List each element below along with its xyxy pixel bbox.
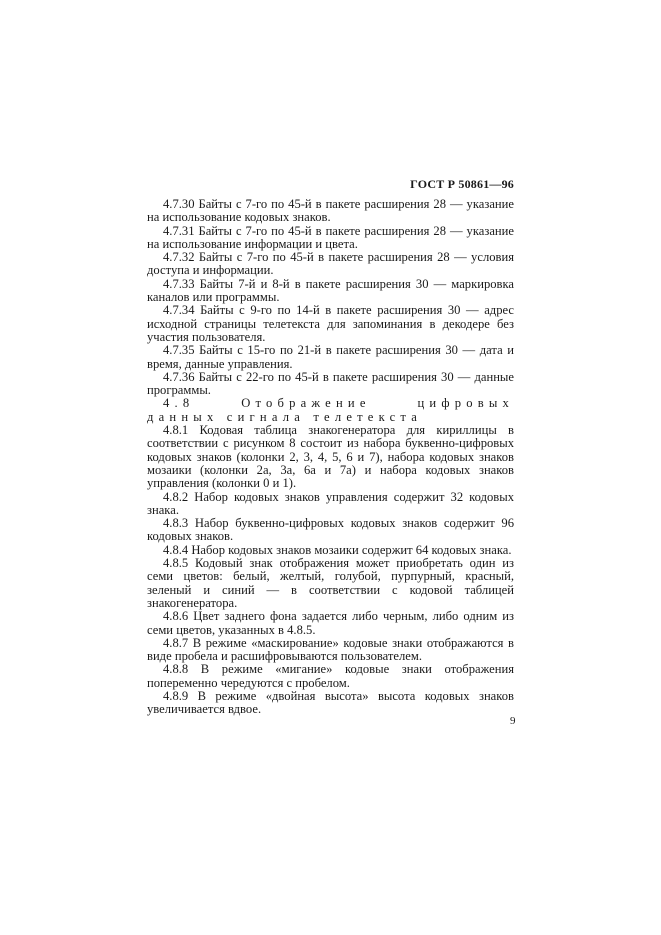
paragraph-4-8-5: 4.8.5 Кодовый знак отображения может приобретать один из семи цветов: белый, желтый, голубой, пурпурный, красный, зеленый и синий — в соответствии с кодовой таблицей знакогенератора. [147,556,514,610]
paragraph-4-8-3: 4.8.3 Набор буквенно-цифровых кодовых знаков содержит 96 кодовых знаков. [147,516,514,544]
document-body [147,198,514,717]
paragraph-4-7-32: 4.7.32 Байты с 7-го по 45-й в пакете расширения 28 — условия доступа и информации. [147,250,514,278]
paragraph-4-7-33: 4.7.33 Байты 7-й и 8-й в пакете расширения 30 — маркировка каналов или программы. [147,276,514,305]
paragraph-4-8-7: 4.8.7 В режиме «маскирование» кодовые знаки отображаются в виде пробела и расшифровываются пользователем. [147,635,514,664]
page-number: 9 [510,715,516,727]
paragraph-4-8-6: 4.8.6 Цвет заднего фона задается либо черным, либо одним из семи цветов, указанных в 4.8.5. [147,609,514,637]
paragraph-4-8-2: 4.8.2 Набор кодовых знаков управления содержит 32 кодовых знака. [147,489,514,517]
standard-header: ГОСТ Р 50861—96 [410,177,514,191]
paragraph-4-7-36: 4.7.36 Байты с 22-го по 45-й в пакете расширения 30 — данные программы. [147,369,514,398]
paragraph-4-7-31: 4.7.31 Байты с 7-го по 45-й в пакете расширения 28 — указание на использование информации и цвета. [147,223,514,251]
paragraph-4-8-8: 4.8.8 В режиме «мигание» кодовые знаки отображения попеременно чередуются с пробелом. [147,662,514,690]
paragraph-4-8-4: 4.8.4 Набор кодовых знаков мозаики содержит 64 кодовых знака. [163,542,512,557]
paragraph-4-7-30: 4.7.30 Байты с 7-го по 45-й в пакете расширения 28 — указание на использование кодовых знаков. [147,197,514,225]
paragraph-4-7-34: 4.7.34 Байты с 9-го по 14-й в пакете расширения 30 — адрес исходной страницы телетекста для запоминания в декодере без участия пользователя. [147,303,514,344]
section-heading-4-8: 4.8 Отображение цифровых данных сигнала телетекста [147,396,514,424]
paragraph-4-7-35: 4.7.35 Байты с 15-го по 21-й в пакете расширения 30 — дата и время, данные управления. [147,343,514,371]
paragraph-4-8-9: 4.8.9 В режиме «двойная высота» высота кодовых знаков увеличивается вдвое. [147,688,514,717]
paragraph-4-8-1: 4.8.1 Кодовая таблица знакогенератора для кириллицы в соответствии с рисунком 8 состоит из набора буквенно-цифровых кодовых знаков (колонки 2, 3, 4, 5, 6 и 7), набора кодовых знаков мозаики (колонки 2а, 3а, 6а и 7а) и набора кодовых знаков управления (колонки 0 и 1). [147,423,514,491]
